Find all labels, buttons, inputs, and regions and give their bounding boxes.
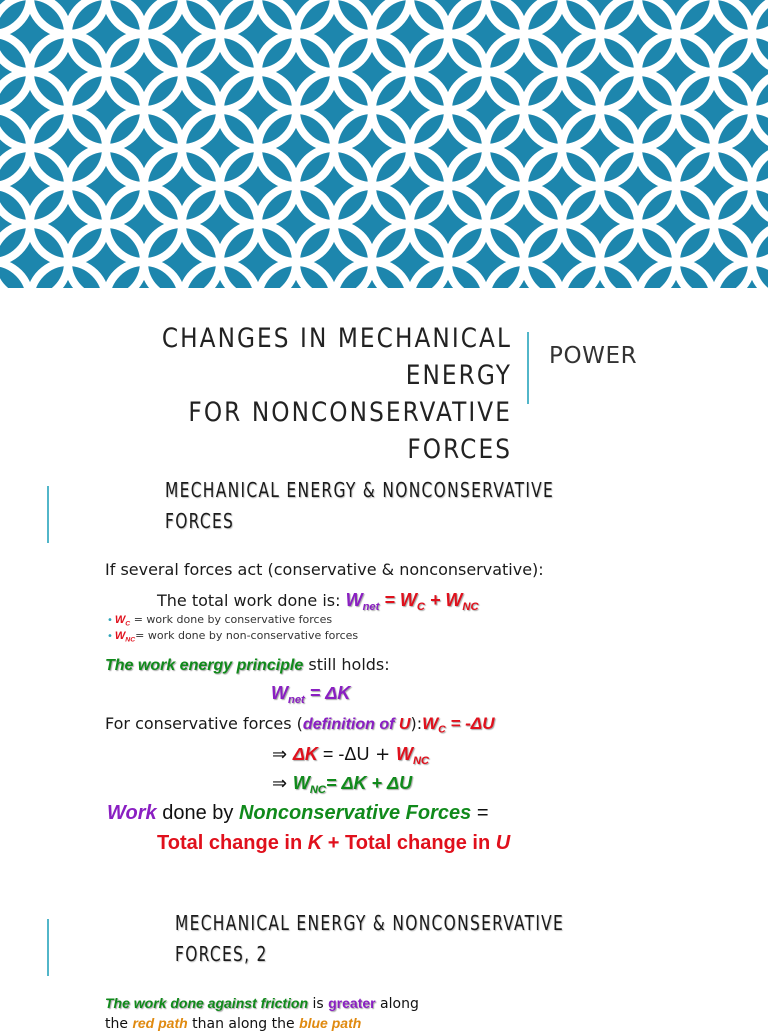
bullet-wnc [107,629,358,643]
wc-sub: C [416,600,425,613]
conservative-rest: = -ΔU [445,714,495,733]
friction-greater: greater [328,995,376,1011]
implies1-sub: NC [412,754,430,767]
implies2-sub: NC [309,783,326,796]
friction-green-text: The work done against friction [105,995,309,1011]
friction-mid: is [308,996,329,1012]
friction-line-1 [105,995,419,1012]
implies1-dk: ΔK [292,744,318,764]
friction-end: along [375,996,419,1012]
implies-arrow: ⇒ [272,773,293,794]
slide-title-line1: CHANGES IN MECHANICAL ENERGY [161,323,512,391]
wnc-letter: W [445,590,463,610]
section-accent-bar-2 [47,919,49,976]
section-title-line2: FORCES [165,509,235,533]
intro-text: If several forces act (conservative & nonconservative): [105,560,544,579]
definition-of: definition of [302,716,399,733]
summary2-u: U [495,832,511,854]
wnc-sub: NC [462,600,479,613]
friction2-b: than along the [187,1016,300,1032]
conservative-close: ): [410,714,423,733]
conservative-w: W [422,714,439,733]
conservative-line [105,714,495,736]
circle-lattice-decoration [0,0,768,288]
conservative-prefix: For conservative forces ( [105,714,303,733]
bullet-wc-symbol [115,614,130,626]
implies1-mid: = -ΔU [317,744,370,764]
section-title-2 [175,908,564,970]
wnet-letter: W [345,590,363,610]
bullet-wnc-text: = work done by non-conservative forces [135,629,359,642]
implies2-rest: = ΔK + ΔU [325,773,413,793]
summary-equals: = [471,802,489,824]
bullet-wc [107,613,332,627]
friction2-a: the [105,1016,133,1032]
summary2-b: + Total change in [322,832,496,854]
section-title-2-line2: FORCES, 2 [175,942,268,966]
summary2-a: Total change in [157,832,308,854]
principle-rest: still holds: [303,655,390,674]
wnet-dk-symbol [271,683,351,706]
section-accent-bar [47,486,49,543]
implies-line-2 [272,773,412,796]
bullet-wc-sub: C [125,620,131,628]
wnet-dk-rest: = ΔK [304,683,351,703]
wc-letter: W [399,590,417,610]
slide-subtitle: POWER [549,343,638,369]
bullet-marker: • [107,615,113,626]
conservative-sub: C [438,723,446,736]
title-slide [0,316,768,465]
total-work-label: The total work done is: [157,591,346,610]
total-work-line [157,590,479,613]
summary-done-by: done by [156,802,239,824]
title-divider [527,332,529,404]
u-symbol: U [398,716,411,733]
summary-ncf: Nonconservative Forces [238,802,472,824]
bullet-wnc-symbol [115,630,135,642]
wnet-symbol [345,590,380,613]
friction2-blue-path: blue path [299,1015,362,1031]
implies1-w: W [395,744,413,764]
implies1-wnc [395,744,430,767]
plus-sign: + [424,590,446,610]
section-title-line1: MECHANICAL ENERGY & NONCONSERVATIVE [165,478,555,502]
summary-line-1 [107,802,489,825]
total-work-equation [379,590,479,613]
summary2-k: K [307,832,323,854]
slide-title [99,320,512,468]
principle-line [105,655,390,675]
implies2-equation [292,773,413,796]
wnet-sub: net [362,600,380,613]
wnet-dk-sub: net [288,693,305,706]
summary-line-2 [157,832,510,855]
bullet-marker: • [107,631,113,642]
bullet-wnc-sub: NC [125,636,136,644]
summary-work: Work [107,802,157,824]
section-title-2-line1: MECHANICAL ENERGY & NONCONSERVATIVE [175,911,565,935]
wnet-dk-letter: W [271,683,288,703]
header-pattern [0,0,768,288]
bullet-wnc-letter: W [114,630,126,642]
slide-title-line2: FOR NONCONSERVATIVE FORCES [188,397,512,465]
equals-sign: = [379,590,400,610]
principle-bold: The work energy principle [105,657,304,674]
implies-arrow: ⇒ [272,744,293,765]
wnet-equals-dk [271,683,350,706]
implies2-w: W [292,773,310,793]
bullet-wc-text: = work done by conservative forces [130,613,333,626]
implies-line-1 [272,744,429,767]
conservative-equation [422,714,495,736]
implies1-plus: + [369,744,396,765]
friction2-red-path: red path [132,1015,188,1031]
bullet-wc-letter: W [114,614,126,626]
section-title [165,475,554,537]
